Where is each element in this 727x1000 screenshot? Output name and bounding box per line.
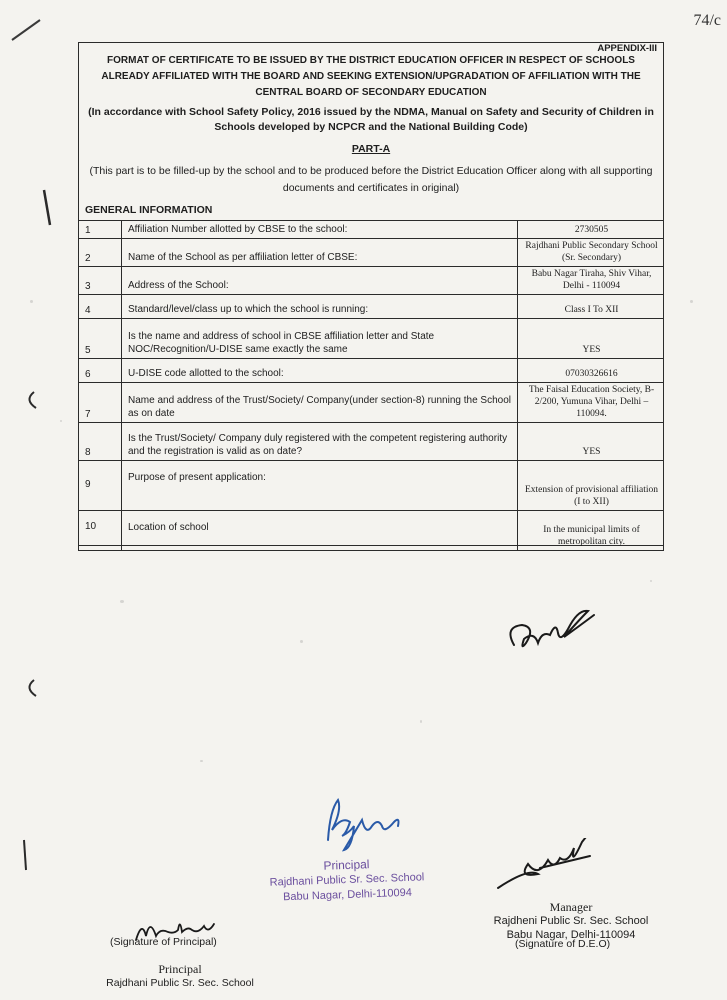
section-heading: GENERAL INFORMATION <box>85 204 213 216</box>
row-question: Location of school <box>122 511 518 551</box>
table-row <box>79 295 664 319</box>
table-row <box>79 239 664 267</box>
table-row <box>79 319 664 359</box>
row-answer: Babu Nagar Tiraha, Shiv Vihar, Delhi - 110094 <box>518 267 664 295</box>
row-question: U-DISE code allotted to the school: <box>122 359 518 383</box>
manager-signature <box>490 838 610 898</box>
row-answer: Rajdhani Public Secondary School (Sr. Secondary) <box>518 239 664 267</box>
table-row <box>79 267 664 295</box>
page-number: 74/c <box>693 12 721 29</box>
row-question: Purpose of present application: <box>122 461 518 511</box>
row-number: 9 <box>79 461 122 511</box>
principal-signature <box>318 790 418 860</box>
row-question: Is the Trust/Society/ Company duly registered with the competent registering authority and the registration is valid as on date? <box>122 423 518 461</box>
row-question: Address of the School: <box>122 267 518 295</box>
row-answer: Class I To XII <box>518 295 664 319</box>
appendix-label: APPENDIX-III <box>597 43 657 54</box>
table-row <box>79 511 664 551</box>
row-number: 2 <box>79 239 122 267</box>
row-number: 3 <box>79 267 122 295</box>
row-answer: The Faisal Education Society, B-2/200, Yumuna Vihar, Delhi – 110094. <box>518 383 664 423</box>
row-question: Name and address of the Trust/Society/ Company(under section-8) running the School as on date <box>122 383 518 423</box>
deo-signature-caption: (Signature of D.E.O) <box>515 938 611 950</box>
certificate-subtitle: (In accordance with School Safety Policy, 2016 issued by the NDMA, Manual on Safety and Security of Children in Schools developed by NCPCR and the National Building Code) <box>88 106 654 133</box>
row-question: Is the name and address of school in CBSE affiliation letter and State NOC/Recognition/U-DISE same exactly the same <box>122 319 518 359</box>
stamp-school: Rajdhani Public Sr. Sec. School <box>269 871 425 889</box>
row-number: 7 <box>79 383 122 423</box>
principal-signature-caption: (Signature of Principal) <box>110 936 217 948</box>
manager-block <box>486 900 656 942</box>
row-number: 4 <box>79 295 122 319</box>
principal-stamp <box>261 855 432 906</box>
row-answer: 2730505 <box>518 221 664 239</box>
row-answer: YES <box>518 319 664 359</box>
row-question: Name of the School as per affiliation letter of CBSE: <box>122 239 518 267</box>
row-question: Affiliation Number allotted by CBSE to the school: <box>122 221 518 239</box>
manager-role: Manager <box>549 900 593 914</box>
row-answer: Extension of provisional affiliation (I to XII) <box>518 461 664 511</box>
certificate-title: FORMAT OF CERTIFICATE TO BE ISSUED BY THE DISTRICT EDUCATION OFFICER IN RESPECT OF SCHOOLS ALREADY AFFILIATED WITH THE BOARD AND SEEKING EXTENSION/UPGRADATION OF AFFILIATION WITH THE CENTRAL BOARD OF SECONDARY EDUCATION <box>101 55 641 98</box>
row-number: 8 <box>79 423 122 461</box>
general-information-table <box>78 220 664 551</box>
row-answer: 07030326616 <box>518 359 664 383</box>
row-number: 10 <box>79 511 122 551</box>
row-question: Standard/level/class up to which the school is running: <box>122 295 518 319</box>
row-answer: In the municipal limits of metropolitan city. <box>518 511 664 551</box>
principal-footer-school: Rajdhani Public Sr. Sec. School <box>106 977 254 989</box>
row-answer: YES <box>518 423 664 461</box>
row-number: 5 <box>79 319 122 359</box>
principal-footer-role: Principal <box>158 962 202 976</box>
table-row <box>79 461 664 511</box>
table-row <box>79 359 664 383</box>
stamp-role: Principal <box>323 857 370 873</box>
manager-address: Babu Nagar, Delhi-110094 <box>506 929 636 941</box>
row-number: 6 <box>79 359 122 383</box>
table-row <box>79 423 664 461</box>
row-number: 1 <box>79 221 122 239</box>
manager-school: Rajdheni Public Sr. Sec. School <box>493 915 649 927</box>
certificate-frame <box>78 42 664 546</box>
part-note: (This part is to be filled-up by the school and to be produced before the District Education Officer along with all supporting documents and certificates in original) <box>89 165 653 194</box>
stamp-address: Babu Nagar, Delhi-110094 <box>282 886 413 904</box>
table-row <box>79 221 664 239</box>
table-row <box>79 383 664 423</box>
principal-footer <box>100 962 260 990</box>
part-heading: PART-A <box>351 143 391 155</box>
deo-signature <box>500 605 610 665</box>
